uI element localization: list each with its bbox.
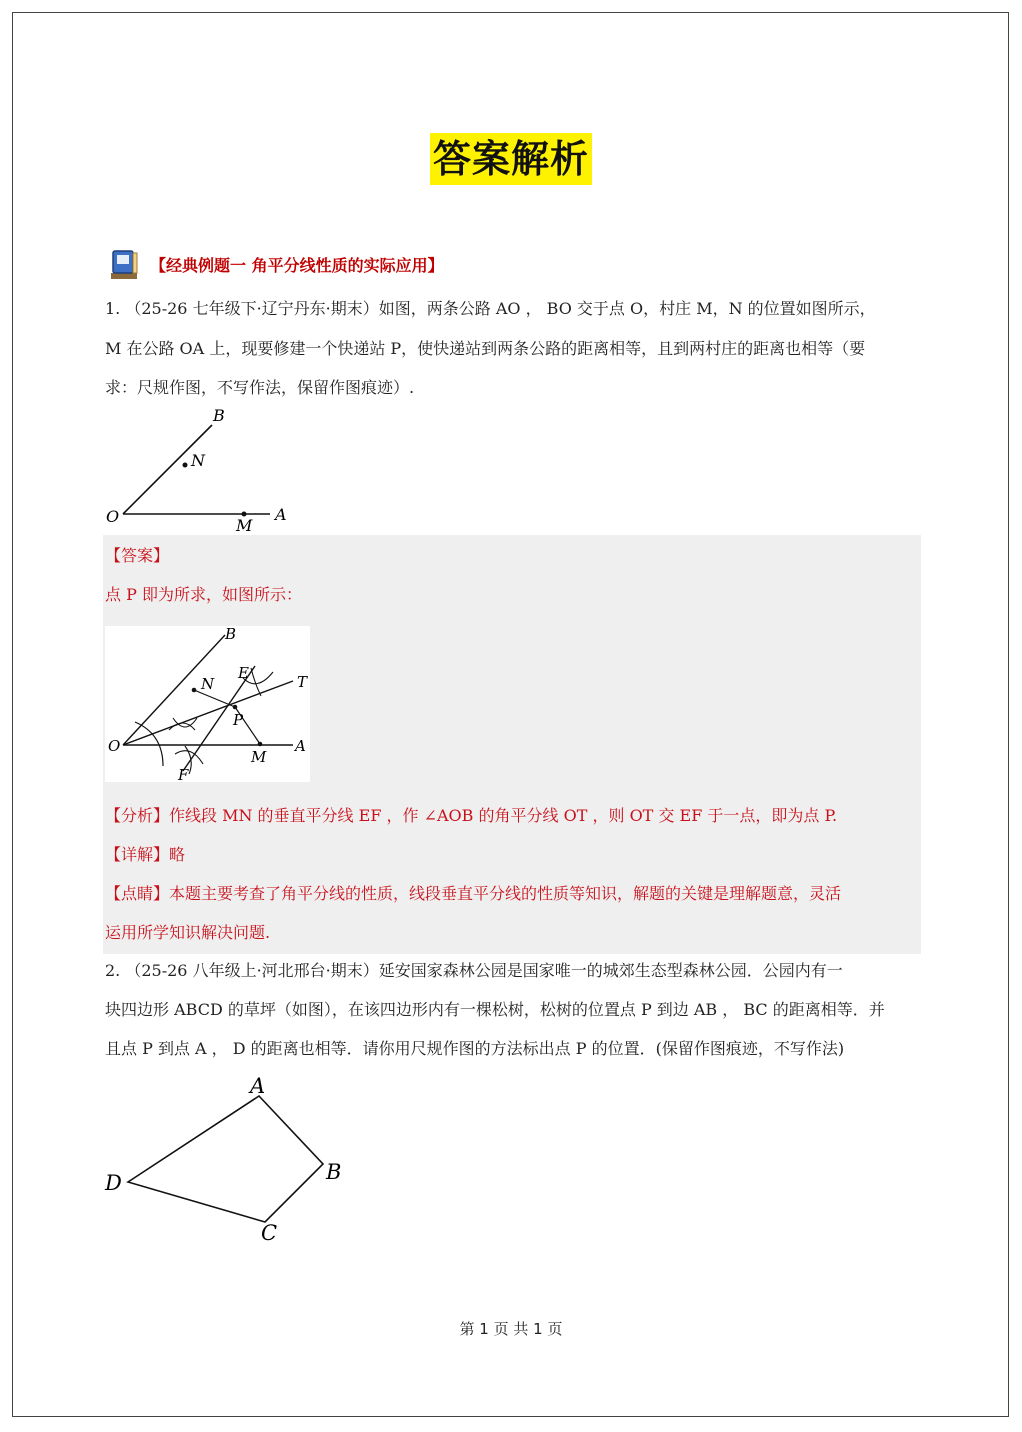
point-m (258, 742, 263, 747)
label-m: M (251, 748, 267, 766)
section-label: 【经典例题一 角平分线性质的实际应用】 (150, 255, 444, 275)
label-c: C (261, 1221, 278, 1245)
analysis-text: 【分析】作线段 MN 的垂直平分线 EF ，作 ∠AOB 的角平分线 OT ，则 OT 交 EF 于一点，即为点 P. (105, 806, 838, 825)
label-m: M (236, 516, 253, 535)
point-n (183, 463, 188, 468)
label-o: O (108, 737, 121, 755)
detail-text: 【详解】略 (105, 845, 186, 864)
label-n: N (201, 675, 215, 693)
q1-figure (100, 400, 300, 535)
arc-e-2 (251, 668, 261, 696)
comment-line-2: 运用所学知识解决问题. (105, 923, 271, 942)
arc-center-o (135, 722, 163, 766)
label-o: O (106, 507, 120, 526)
label-b: B (326, 1160, 342, 1184)
answer-figure (105, 626, 310, 782)
point-p (233, 705, 238, 710)
label-a: A (275, 505, 287, 524)
point-n (192, 688, 197, 693)
label-a: A (250, 1074, 266, 1098)
answer-tag: 【答案】 (105, 546, 170, 565)
q2-line-2: 块四边形 ABCD 的草坪（如图），在该四边形内有一棵松树，松树的位置点 P 到边 AB ， BC 的距离相等．并 (105, 1000, 885, 1019)
page-footer: 第 1 页 共 1 页 (459, 1320, 563, 1338)
section-heading (108, 246, 444, 282)
label-d: D (105, 1171, 122, 1195)
label-b: B (213, 406, 225, 425)
q2-line-3: 且点 P 到点 A ， D 的距离也相等．请你用尺规作图的方法标出点 P 的位置．(保留作图痕迹，不写作法) (105, 1039, 845, 1058)
page-title: 答案解析 (430, 133, 592, 185)
label-n: N (191, 451, 205, 470)
quadrilateral-abcd (128, 1096, 323, 1222)
label-p: P (233, 711, 244, 729)
q1-line-1: 1. （25-26 七年级下·辽宁丹东·期末）如图，两条公路 AO ， BO 交于点 O，村庄 M，N 的位置如图所示， (105, 299, 876, 318)
label-e: E (238, 664, 249, 682)
q1-line-2: M 在公路 OA 上，现要修建一个快递站 P，使快递站到两条公路的距离相等，且到两村庄的距离也相等（要 (105, 339, 866, 358)
q1-line-3: 求：尺规作图，不写作法，保留作图痕迹）. (105, 378, 415, 397)
comment-line-1: 【点睛】本题主要考查了角平分线的性质，线段垂直平分线的性质等知识，解题的关键是理解题意，灵活 (105, 884, 842, 903)
book-icon (108, 247, 142, 281)
arc-bisector-2 (173, 718, 197, 727)
label-f: F (178, 766, 189, 782)
q2-line-1: 2. （25-26 八年级上·河北邢台·期末）延安国家森林公园是国家唯一的城郊生态型森林公园．公园内有一 (105, 961, 843, 980)
q2-figure (100, 1070, 360, 1250)
label-a: A (295, 737, 306, 755)
answer-text: 点 P 即为所求，如图所示： (105, 585, 302, 604)
label-t: T (297, 673, 308, 691)
label-b: B (225, 626, 237, 643)
